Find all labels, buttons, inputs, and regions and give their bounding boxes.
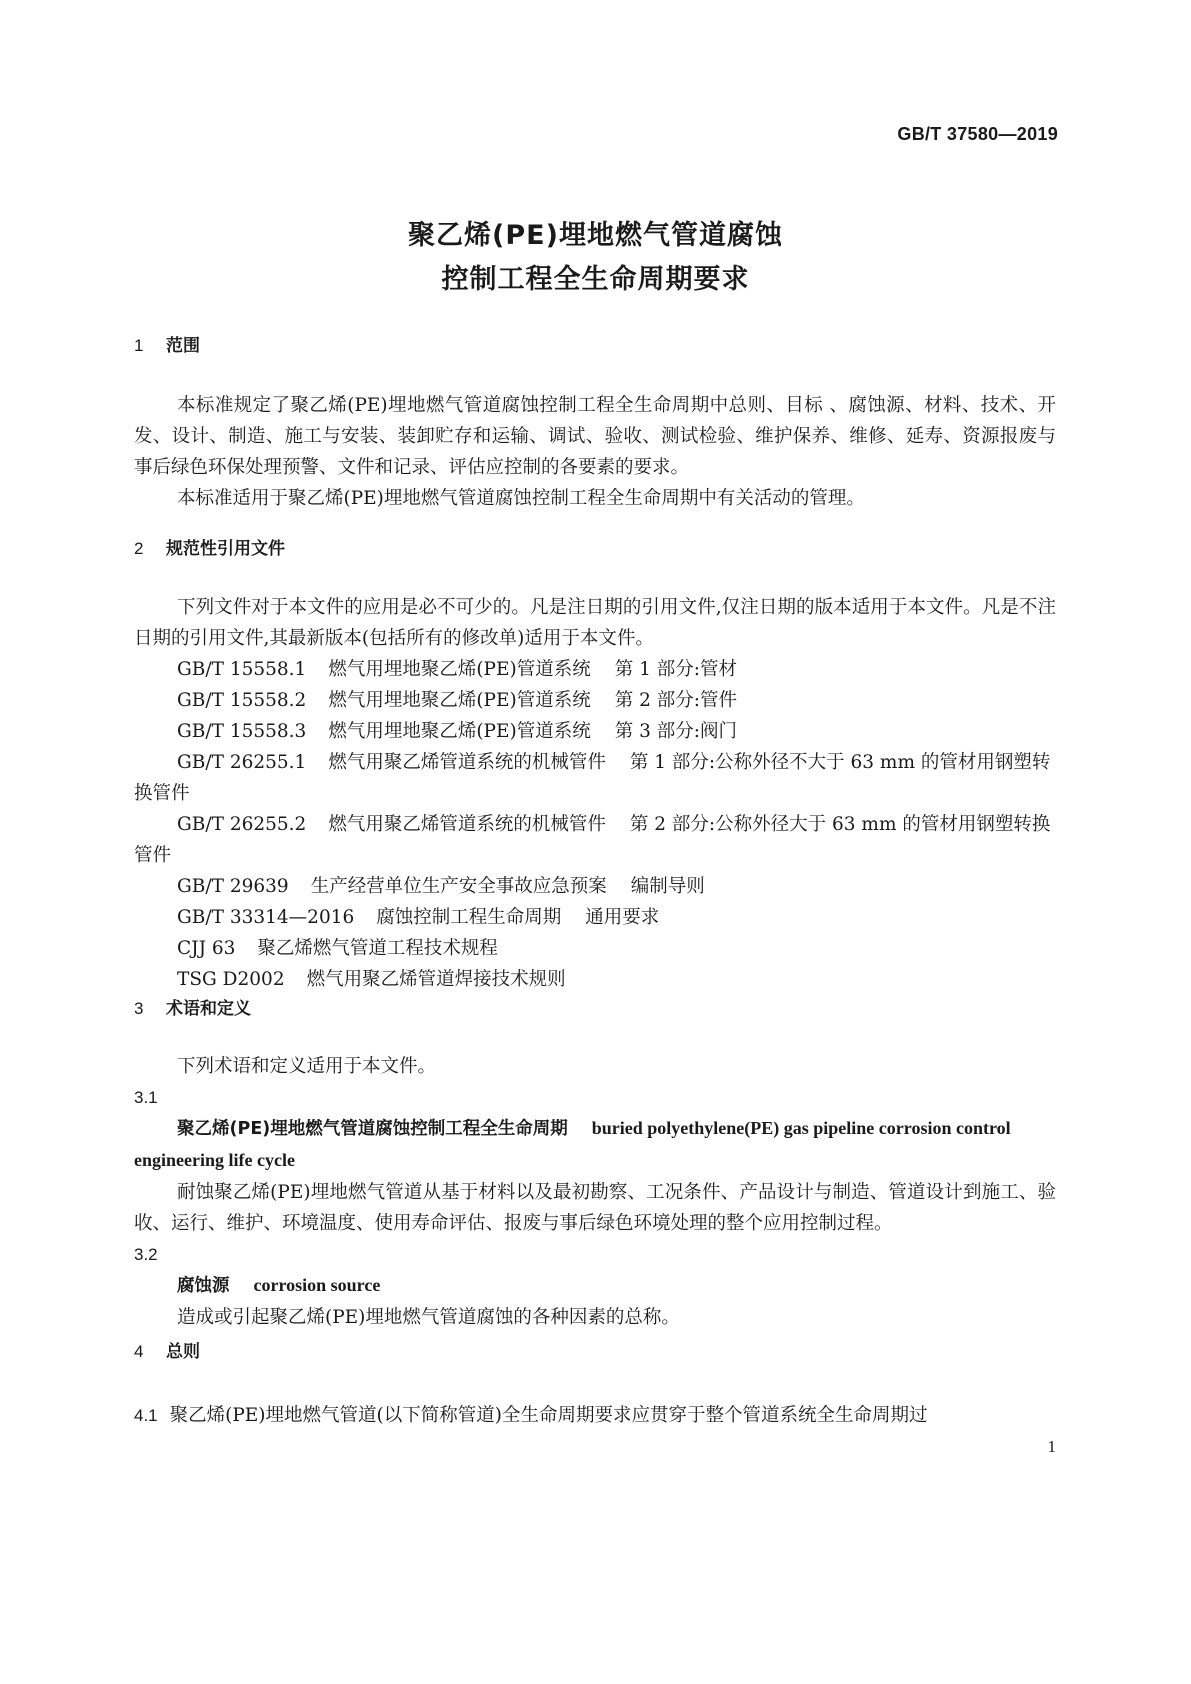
section-3-body <box>134 1051 1056 1333</box>
reference-code: GB/T 33314—2016 <box>177 907 355 928</box>
term-heading <box>134 1113 1056 1177</box>
reference-part: 第 1 部分:公称外径不大于 63 mm 的管材用钢塑转换管件 <box>134 752 1051 804</box>
reference-item <box>134 902 1056 933</box>
term-en: buried polyethylene(PE) gas pipeline corrosion control engineering life cycle <box>134 1118 1011 1170</box>
reference-part: 第 2 部分:公称外径大于 63 mm 的管材用钢塑转换管件 <box>134 814 1051 866</box>
section-1-body <box>134 390 1056 514</box>
section-number: 1 <box>134 336 144 355</box>
paragraph: 本标准适用于聚乙烯(PE)埋地燃气管道腐蚀控制工程全生命周期中有关活动的管理。 <box>177 488 865 509</box>
section-title: 术语和定义 <box>166 999 251 1019</box>
section-2-heading <box>134 537 285 561</box>
clause-4-1 <box>134 1400 1056 1431</box>
reference-part: 通用要求 <box>585 907 660 928</box>
reference-title: 生产经营单位生产安全事故应急预案 <box>310 876 607 897</box>
reference-item <box>134 747 1056 809</box>
reference-code: GB/T 29639 <box>177 876 289 897</box>
term-number: 3.2 <box>134 1245 158 1264</box>
reference-item <box>134 654 1056 685</box>
reference-item <box>134 685 1056 716</box>
term-en: corrosion source <box>253 1275 381 1295</box>
term-definition: 耐蚀聚乙烯(PE)埋地燃气管道从基于材料以及最初勘察、工况条件、产品设计与制造、管道设计到施工、验收、运行、维护、环境温度、使用寿命评估、报废与事后绿色环境处理的整个应用控制过程。 <box>134 1182 1056 1234</box>
standard-code: GB/T 37580—2019 <box>897 124 1058 144</box>
reference-title: 燃气用聚乙烯管道系统的机械管件 <box>328 814 606 835</box>
reference-code: GB/T 26255.1 <box>177 752 307 773</box>
reference-title: 燃气用埋地聚乙烯(PE)管道系统 <box>328 690 591 711</box>
term-number: 3.1 <box>134 1088 158 1107</box>
reference-title: 燃气用聚乙烯管道系统的机械管件 <box>328 752 606 773</box>
reference-title: 燃气用埋地聚乙烯(PE)管道系统 <box>328 721 591 742</box>
reference-code: GB/T 15558.2 <box>177 690 307 711</box>
reference-part: 第 1 部分:管材 <box>614 659 737 680</box>
reference-title: 燃气用聚乙烯管道焊接技术规则 <box>306 969 566 990</box>
section-number: 3 <box>134 999 144 1018</box>
reference-part: 编制导则 <box>630 876 705 897</box>
clause-number: 4.1 <box>134 1406 158 1425</box>
document-title <box>0 214 1191 302</box>
title-line-1: 聚乙烯(PE)埋地燃气管道腐蚀 <box>408 220 783 251</box>
section-2-body <box>134 592 1056 995</box>
reference-item <box>134 871 1056 902</box>
reference-code: CJJ 63 <box>177 938 236 959</box>
clause-text: 聚乙烯(PE)埋地燃气管道(以下简称管道)全生命周期要求应贯穿于整个管道系统全生命周期过 <box>169 1405 928 1426</box>
title-line-2: 控制工程全生命周期要求 <box>441 264 750 295</box>
section-title: 总则 <box>166 1342 200 1362</box>
section-number: 4 <box>134 1342 144 1361</box>
section-4-heading <box>134 1340 200 1364</box>
reference-item <box>134 933 1056 964</box>
term-zh: 腐蚀源 <box>177 1276 230 1296</box>
reference-part: 第 2 部分:管件 <box>614 690 737 711</box>
section-1-heading <box>134 334 200 358</box>
term-zh: 聚乙烯(PE)埋地燃气管道腐蚀控制工程全生命周期 <box>177 1119 568 1139</box>
paragraph: 下列文件对于本文件的应用是必不可少的。凡是注日期的引用文件,仅注日期的版本适用于本文件。凡是不注日期的引用文件,其最新版本(包括所有的修改单)适用于本文件。 <box>134 597 1056 649</box>
reference-title: 腐蚀控制工程生命周期 <box>376 907 562 928</box>
reference-item <box>134 716 1056 747</box>
reference-code: GB/T 15558.1 <box>177 659 307 680</box>
term-definition: 造成或引起聚乙烯(PE)埋地燃气管道腐蚀的各种因素的总称。 <box>177 1307 680 1328</box>
section-number: 2 <box>134 539 144 558</box>
reference-item <box>134 809 1056 871</box>
reference-code: TSG D2002 <box>177 969 285 990</box>
section-3-heading <box>134 997 251 1021</box>
reference-part: 第 3 部分:阀门 <box>614 721 737 742</box>
reference-title: 燃气用埋地聚乙烯(PE)管道系统 <box>328 659 591 680</box>
reference-code: GB/T 26255.2 <box>177 814 307 835</box>
paragraph: 本标准规定了聚乙烯(PE)埋地燃气管道腐蚀控制工程全生命周期中总则、目标 、腐蚀源、材料、技术、开发、设计、制造、施工与安装、装卸贮存和运输、调试、验收、测试检验、维护保养、维修、延寿、资源报废与事后绿色环保处理预警、文件和记录、评估应控制的各要素的要求。 <box>134 395 1056 478</box>
section-title: 规范性引用文件 <box>166 539 285 559</box>
term-heading <box>134 1270 1056 1302</box>
page-number: 1 <box>1047 1437 1056 1456</box>
reference-code: GB/T 15558.3 <box>177 721 307 742</box>
section-title: 范围 <box>166 336 200 356</box>
reference-title: 聚乙烯燃气管道工程技术规程 <box>257 938 498 959</box>
reference-item <box>134 964 1056 995</box>
paragraph: 下列术语和定义适用于本文件。 <box>177 1056 437 1077</box>
